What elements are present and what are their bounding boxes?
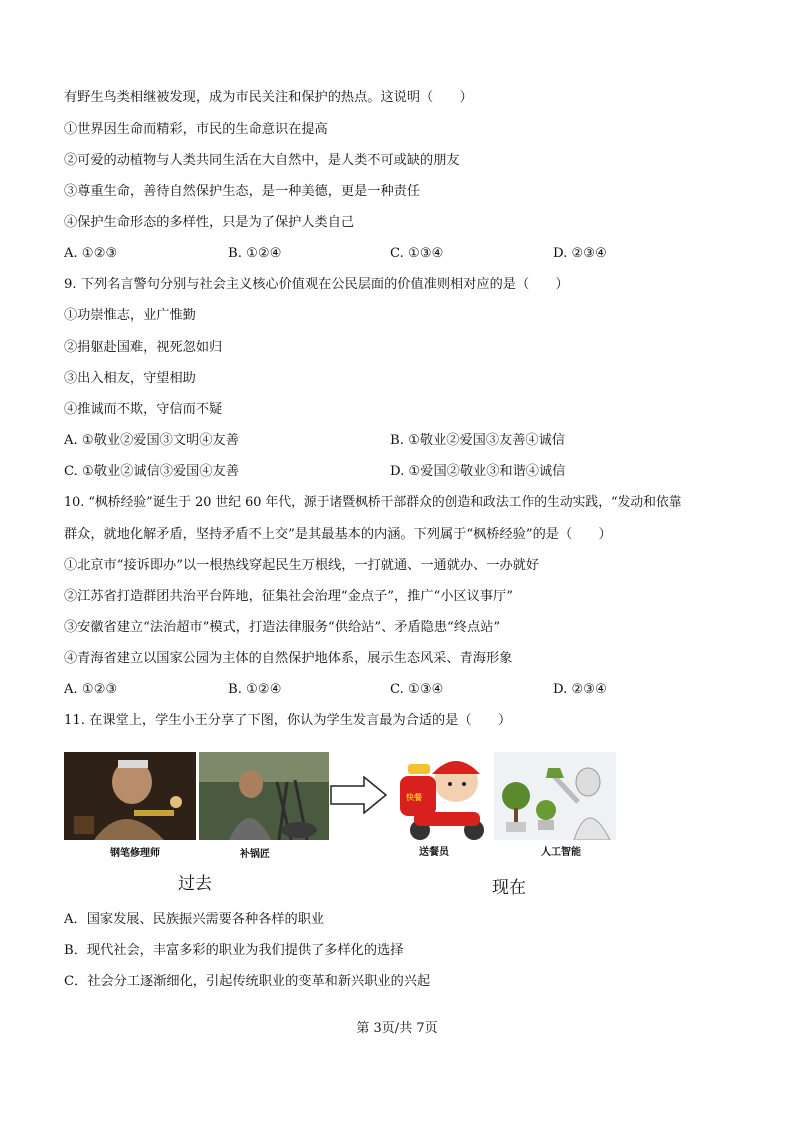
q9-item-4: ④推诚而不欺，守信而不疑 xyxy=(64,402,223,417)
ai-robot-photo xyxy=(494,752,616,840)
q9-stem: 9. 下列名言警句分别与社会主义核心价值观在公民层面的价值准则相对应的是（ ） xyxy=(64,277,569,292)
caption-pen-repairer: 钢笔修理师 xyxy=(110,848,160,859)
q9-item-3: ③出入相友，守望相助 xyxy=(64,371,196,386)
q10-item-2: ②江苏省打造群团共治平台阵地，征集社会治理“金点子”，推广“小区议事厅” xyxy=(64,589,513,604)
pot-mender-photo xyxy=(199,752,329,840)
q8-option-d: D. ②③④ xyxy=(553,246,607,261)
q8-option-b: B. ①②④ xyxy=(228,246,282,261)
arrow-right-icon xyxy=(330,776,388,814)
q11-option-c: C．社会分工逐渐细化，引起传统职业的变革和新兴职业的兴起 xyxy=(64,974,431,989)
q10-item-4: ④青海省建立以国家公园为主体的自然保护地体系，展示生态风采、青海形象 xyxy=(64,651,513,666)
q10-item-3: ③安徽省建立“法治超市”模式，打造法律服务“供给站”、矛盾隐患“终点站” xyxy=(64,620,501,635)
page-footer: 第 3页/共 7页 xyxy=(356,1021,438,1036)
caption-courier: 送餐员 xyxy=(419,847,449,858)
q11-option-b: B．现代社会，丰富多彩的职业为我们提供了多样化的选择 xyxy=(64,943,404,958)
q9-option-b: B. ①敬业②爱国③友善④诚信 xyxy=(390,433,565,448)
delivery-courier-illustration xyxy=(392,752,492,842)
q10-item-1: ①北京市“接诉即办”以一根热线穿起民生万根线，一打就通、一通就办、一办就好 xyxy=(64,558,540,573)
caption-pot-mender: 补锅匠 xyxy=(240,849,270,860)
past-label: 过去 xyxy=(178,874,212,894)
pen-repairer-photo xyxy=(64,752,196,840)
q8-option-a: A. ①②③ xyxy=(64,246,118,261)
q11-option-a: A．国家发展、民族振兴需要各种各样的职业 xyxy=(64,912,325,927)
now-label: 现在 xyxy=(492,878,526,898)
q10-option-c: C. ①③④ xyxy=(390,682,444,697)
q9-option-a: A. ①敬业②爱国③文明④友善 xyxy=(64,433,239,448)
q9-option-d: D. ①爱国②敬业③和谐④诚信 xyxy=(390,464,566,479)
q10-option-a: A. ①②③ xyxy=(64,682,118,697)
q10-option-b: B. ①②④ xyxy=(228,682,282,697)
q8-item-3: ③尊重生命，善待自然保护生态，是一种美德，更是一种责任 xyxy=(64,184,421,199)
q11-stem: 11. 在课堂上，学生小王分享了下图，你认为学生发言最为合适的是（ ） xyxy=(64,713,512,728)
caption-ai: 人工智能 xyxy=(541,847,581,858)
q10-stem-line2: 群众，就地化解矛盾，坚持矛盾不上交”是其最基本的内涵。下列属于“枫桥经验”的是（ ） xyxy=(64,527,612,542)
q10-option-d: D. ②③④ xyxy=(553,682,607,697)
badge-label: 快餐 xyxy=(406,793,422,802)
q8-option-c: C. ①③④ xyxy=(390,246,444,261)
q8-item-1: ①世界因生命而精彩，市民的生命意识在提高 xyxy=(64,122,328,137)
q8-stem-tail: 有野生鸟类相继被发现，成为市民关注和保护的热点。这说明（ ） xyxy=(64,90,473,105)
q8-item-4: ④保护生命形态的多样性，只是为了保护人类自己 xyxy=(64,215,355,230)
q9-item-1: ①功崇惟志，业广惟勤 xyxy=(64,308,196,323)
q9-item-2: ②捐躯赴国难，视死忽如归 xyxy=(64,340,223,355)
q9-option-c: C. ①敬业②诚信③爱国④友善 xyxy=(64,464,239,479)
q10-stem-line1: 10. “枫桥经验”诞生于 20 世纪 60 年代，源于诸暨枫桥干部群众的创造和政法工作的生动实践，“发动和依靠 xyxy=(64,495,682,510)
q8-item-2: ②可爱的动植物与人类共同生活在大自然中，是人类不可或缺的朋友 xyxy=(64,153,460,168)
